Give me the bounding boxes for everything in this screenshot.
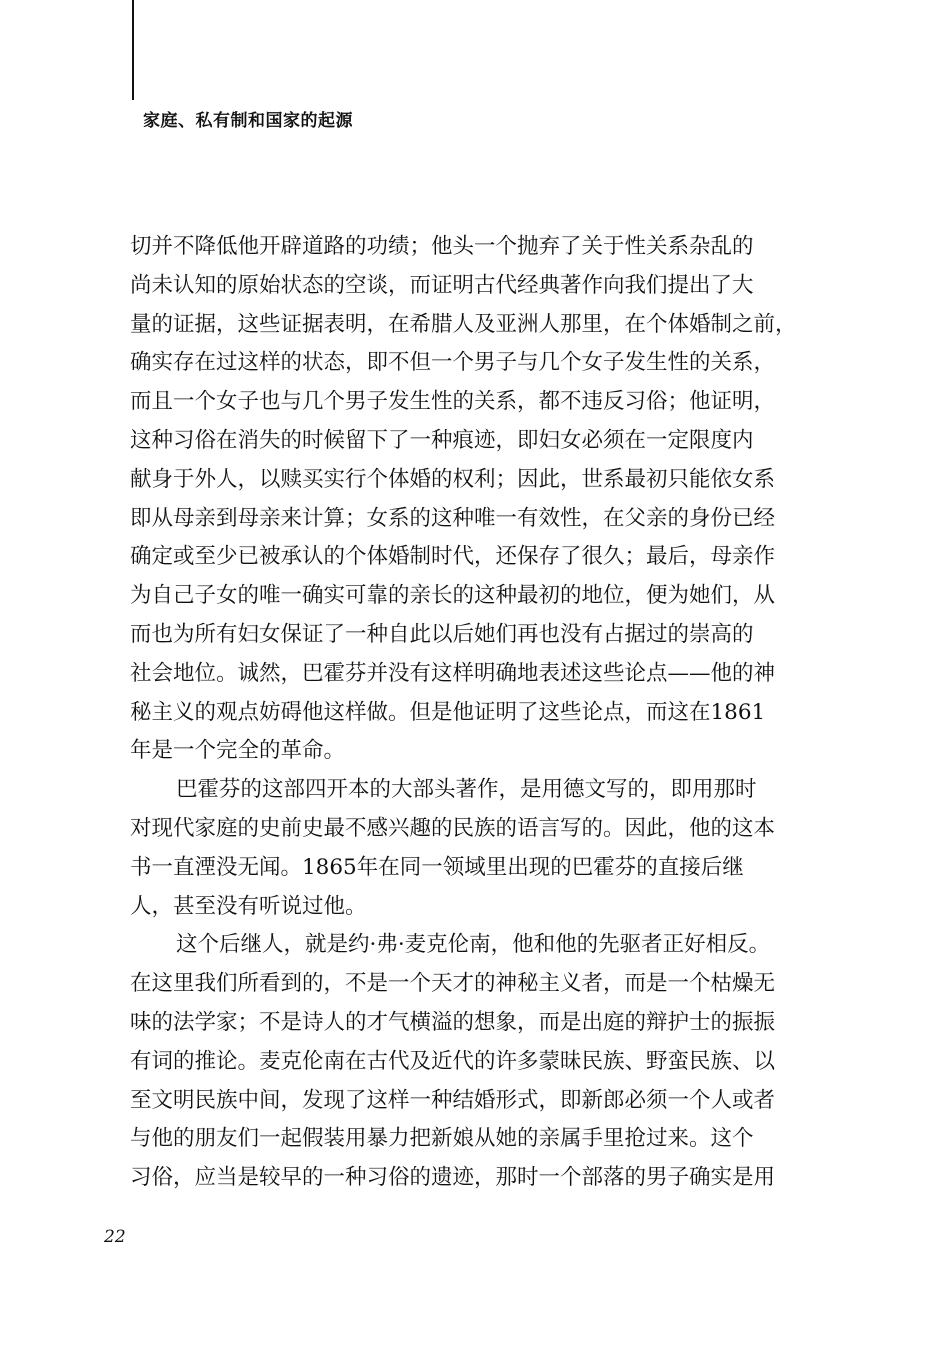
text-line: 确定或至少已被承认的个体婚制时代，还保存了很久；最后，母亲作	[130, 544, 776, 570]
text-line: 这种习俗在消失的时候留下了一种痕迹，即妇女必须在一定限度内	[130, 427, 754, 453]
text-line: 而且一个女子也与几个男子发生性的关系，都不违反习俗；他证明，	[130, 389, 776, 415]
text-line: 味的法学家；不是诗人的才气横溢的想象，而是出庭的辩护士的振振	[130, 1009, 776, 1035]
text-line: 书一直湮没无闻。1865年在同一领域里出现的巴霍芬的直接后继	[130, 854, 744, 880]
text-line: 而也为所有妇女保证了一种自此以后她们再也没有占据过的崇高的	[130, 621, 754, 647]
text-line: 习俗，应当是较早的一种习俗的遗迹，那时一个部落的男子确实是用	[130, 1165, 776, 1191]
text-line: 确实存在过这样的状态，即不但一个男子与几个女子发生性的关系，	[130, 350, 776, 376]
text-line: 切并不降低他开辟道路的功绩；他头一个抛弃了关于性关系杂乱的	[130, 234, 754, 259]
page-number: 22	[104, 1227, 126, 1247]
text-line: 量的证据，这些证据表明，在希腊人及亚洲人那里，在个体婚制之前，	[130, 311, 797, 337]
paragraph-start-line: 这个后继人，就是约·弗·麦克伦南，他和他的先驱者正好相反。	[176, 932, 771, 958]
margin-rule	[132, 0, 134, 100]
text-line: 在这里我们所看到的，不是一个天才的神秘主义者，而是一个枯燥无	[130, 971, 776, 997]
text-line: 至文明民族中间，发现了这样一种结婚形式，即新郎必须一个人或者	[130, 1087, 776, 1113]
paragraph-start-line: 巴霍芬的这部四开本的大部头著作，是用德文写的，即用那时	[176, 777, 757, 803]
text-line: 与他的朋友们一起假装用暴力把新娘从她的亲属手里抢过来。这个	[130, 1126, 754, 1152]
text-line: 秘主义的观点妨碍他这样做。但是他证明了这些论点，而这在1861	[130, 699, 766, 725]
text-line: 社会地位。诚然，巴霍芬并没有这样明确地表述这些论点——他的神	[130, 660, 776, 686]
running-head-title: 家庭、私有制和国家的起源	[143, 111, 353, 131]
text-line: 有词的推论。麦克伦南在古代及近代的许多蒙昧民族、野蛮民族、以	[130, 1048, 776, 1074]
text-line: 人，甚至没有听说过他。	[130, 893, 367, 919]
text-line: 尚未认知的原始状态的空谈，而证明古代经典著作向我们提出了大	[130, 272, 754, 298]
text-line: 为自己子女的唯一确实可靠的亲长的这种最初的地位，便为她们，从	[130, 583, 776, 609]
text-line: 年是一个完全的革命。	[130, 738, 346, 764]
text-line: 对现代家庭的史前史最不感兴趣的民族的语言写的。因此，他的这本	[130, 815, 776, 841]
body-text	[130, 228, 830, 1198]
text-line: 献身于外人，以赎买实行个体婚的权利；因此，世系最初只能依女系	[130, 466, 776, 492]
text-line: 即从母亲到母亲来计算；女系的这种唯一有效性，在父亲的身份已经	[130, 505, 776, 531]
